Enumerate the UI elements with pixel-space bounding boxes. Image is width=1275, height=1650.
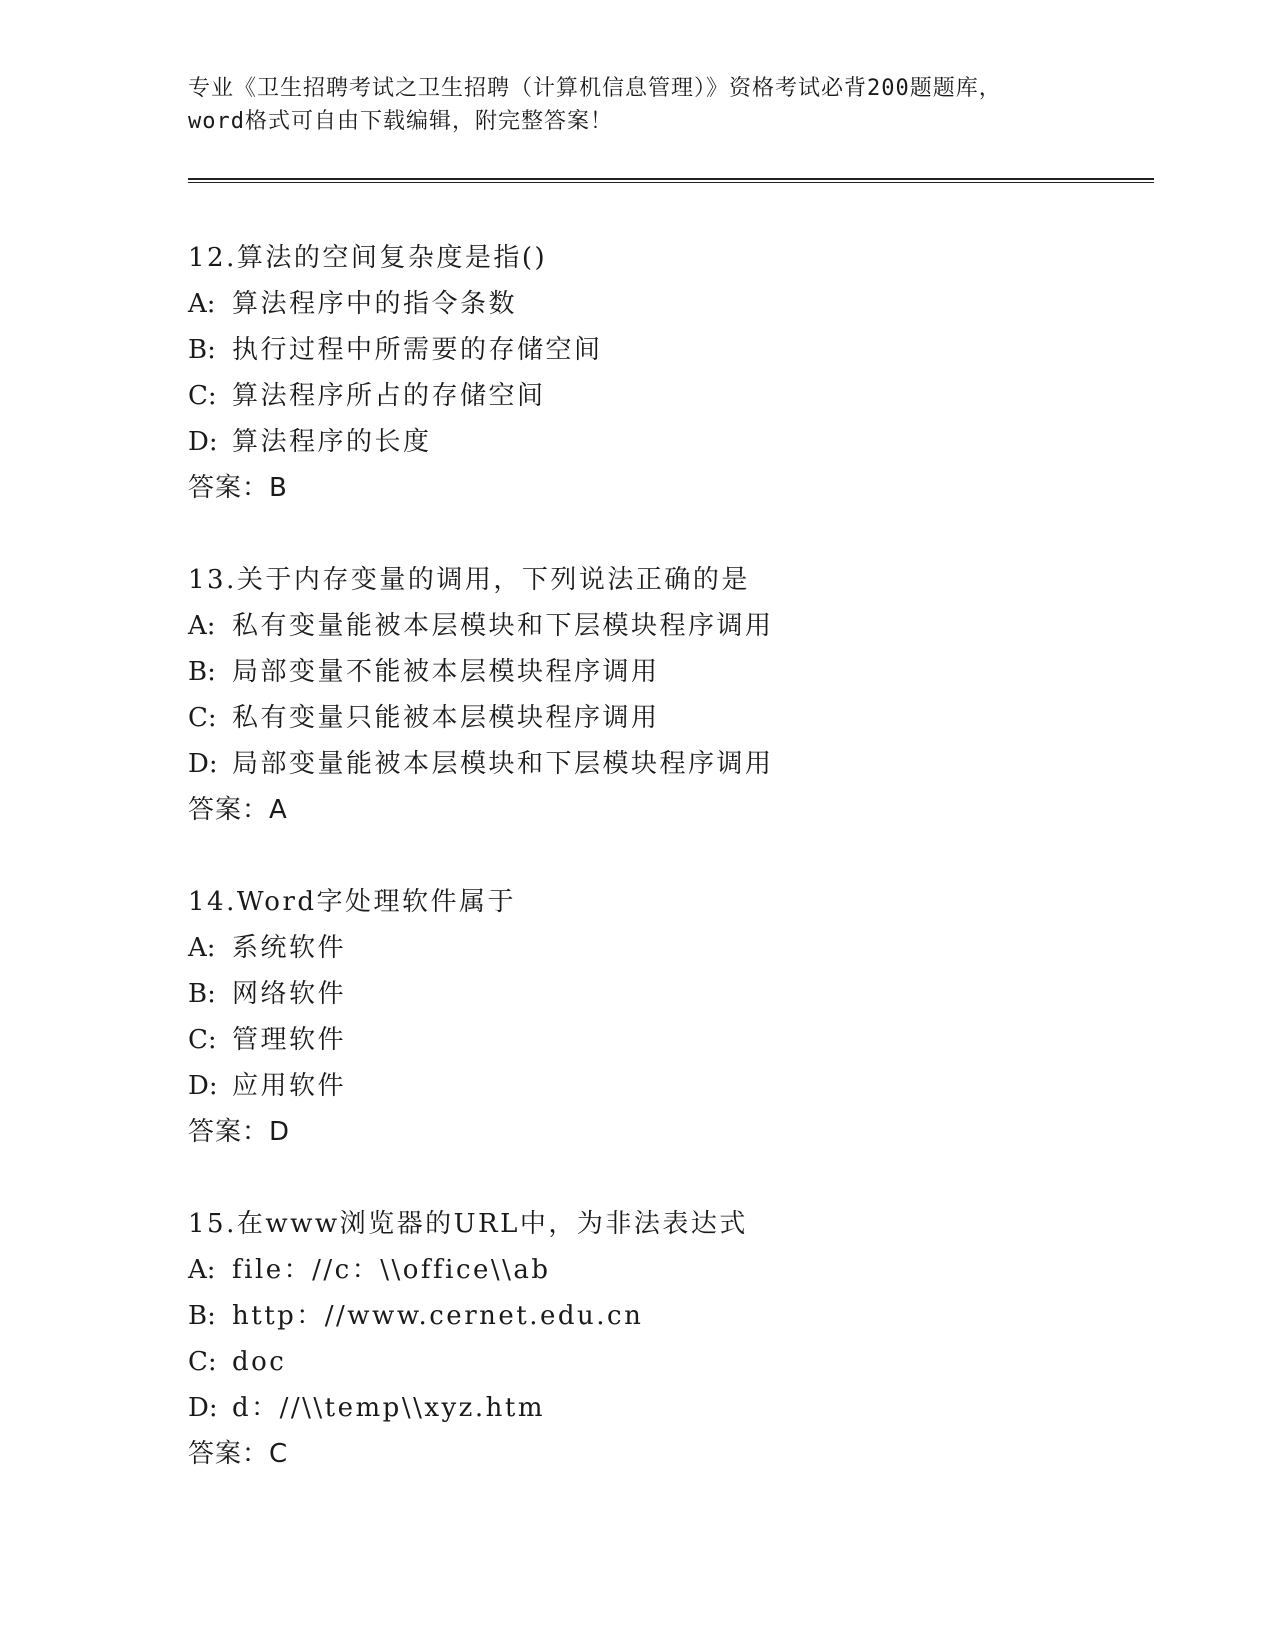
option-d	[188, 419, 1148, 465]
option-text: 算法程序的长度	[232, 427, 432, 457]
answer-line: 答案：C	[188, 1439, 289, 1469]
option-key: A:	[188, 933, 216, 963]
option-text: 应用软件	[232, 1071, 347, 1101]
option-text: 系统软件	[232, 933, 347, 963]
document-header	[188, 72, 1088, 138]
answer-line: 答案：A	[188, 795, 288, 825]
option-text: http：//www.cernet.edu.cn	[232, 1301, 644, 1331]
answer-line: 答案：B	[188, 473, 288, 503]
option-key: D:	[188, 749, 218, 779]
question-list	[188, 235, 1148, 1523]
option-key: A:	[188, 1255, 216, 1285]
option-text: 私有变量能被本层模块和下层模块程序调用	[232, 611, 774, 641]
option-text: doc	[232, 1347, 287, 1377]
option-b	[188, 649, 1148, 695]
option-key: B:	[188, 657, 216, 687]
header-divider-thick	[188, 178, 1154, 180]
option-a	[188, 1247, 1148, 1293]
option-key: D:	[188, 1071, 218, 1101]
question-15	[188, 1201, 1148, 1477]
option-a	[188, 281, 1148, 327]
option-key: C:	[188, 1025, 217, 1055]
option-text: file：//c：\\office\\ab	[232, 1255, 551, 1285]
option-d	[188, 1385, 1148, 1431]
question-13	[188, 557, 1148, 833]
option-a	[188, 603, 1148, 649]
option-key: B:	[188, 1301, 216, 1331]
option-key: C:	[188, 1347, 217, 1377]
option-b	[188, 1293, 1148, 1339]
option-b	[188, 971, 1148, 1017]
option-key: A:	[188, 289, 216, 319]
option-text: 私有变量只能被本层模块程序调用	[232, 703, 660, 733]
option-text: 管理软件	[232, 1025, 347, 1055]
header-title-line-1: 专业《卫生招聘考试之卫生招聘（计算机信息管理）》资格考试必背200题题库，	[188, 76, 1002, 101]
question-stem: 13.关于内存变量的调用，下列说法正确的是	[188, 565, 750, 595]
option-c	[188, 373, 1148, 419]
option-a	[188, 925, 1148, 971]
option-key: A:	[188, 611, 216, 641]
option-key: C:	[188, 703, 217, 733]
header-title-line-2: word格式可自由下载编辑，附完整答案！	[188, 109, 613, 134]
answer-line: 答案：D	[188, 1117, 291, 1147]
option-text: 网络软件	[232, 979, 347, 1009]
option-key: B:	[188, 979, 216, 1009]
option-key: B:	[188, 335, 216, 365]
header-divider-thin	[188, 182, 1154, 183]
option-d	[188, 741, 1148, 787]
question-14	[188, 879, 1148, 1155]
option-key: C:	[188, 381, 217, 411]
question-12	[188, 235, 1148, 511]
option-c	[188, 695, 1148, 741]
option-text: 算法程序中的指令条数	[232, 289, 518, 319]
option-key: D:	[188, 1393, 218, 1423]
question-stem: 14.Word字处理软件属于	[188, 887, 517, 917]
option-text: 局部变量不能被本层模块程序调用	[232, 657, 660, 687]
option-text: 局部变量能被本层模块和下层模块程序调用	[232, 749, 774, 779]
option-c	[188, 1339, 1148, 1385]
option-text: d：//\\temp\\xyz.htm	[232, 1393, 545, 1423]
question-stem: 12.算法的空间复杂度是指()	[188, 243, 548, 273]
option-text: 执行过程中所需要的存储空间	[232, 335, 603, 365]
option-c	[188, 1017, 1148, 1063]
option-d	[188, 1063, 1148, 1109]
question-stem: 15.在www浏览器的URL中，为非法表达式	[188, 1209, 748, 1239]
option-key: D:	[188, 427, 218, 457]
option-b	[188, 327, 1148, 373]
option-text: 算法程序所占的存储空间	[232, 381, 546, 411]
